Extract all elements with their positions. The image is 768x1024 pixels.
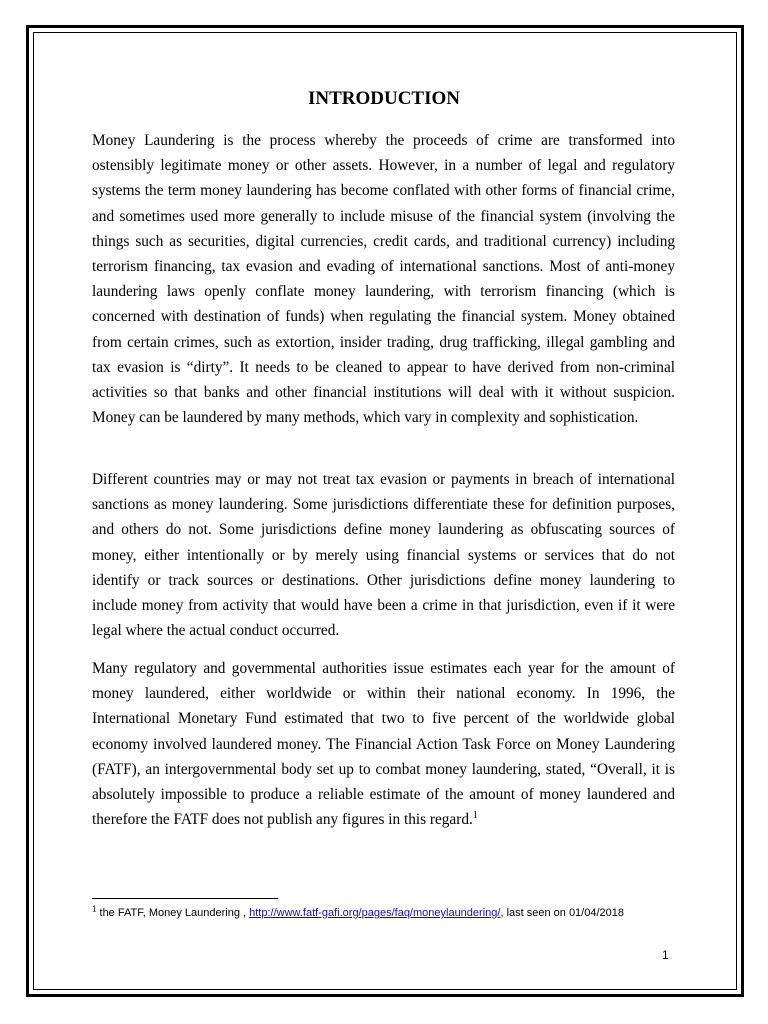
- footnote-separator: [92, 898, 278, 899]
- footnote-link[interactable]: http://www.fatf-gafi.org/pages/faq/moneylaundering/: [249, 907, 501, 919]
- footnote-reference[interactable]: 1: [472, 810, 478, 822]
- page-number: 1: [662, 948, 669, 962]
- paragraph-1: Money Laundering is the process whereby the proceeds of crime are transformed into ostensibly legitimate money or other assets. However, in a number of legal and regulatory systems the term money laundering has become conflated with other forms of financial crime, and sometimes used more generally to include misuse of the financial system (involving the things such as securities, digital currencies, credit cards, and traditional currency) including terrorism financing, tax evasion and evading of international sanctions. Most of anti-money laundering laws openly conflate money laundering, with terrorism financing (which is concerned with destination of funds) when regulating the financial system. Money obtained from certain crimes, such as extortion, insider trading, drug trafficking, illegal gambling and tax evasion is “dirty”. It needs to be cleaned to appear to have derived from non-criminal activities so that banks and other financial institutions will deal with it without suspicion. Money can be laundered by many methods, which vary in complexity and sophistication.: [92, 132, 675, 427]
- page-title: INTRODUCTION: [307, 88, 461, 109]
- footnote-text-after: , last seen on 01/04/2018: [500, 907, 624, 919]
- footnote: [92, 905, 652, 921]
- paragraph-2: Different countries may or may not treat tax evasion or payments in breach of international sanctions as money laundering. Some jurisdictions differentiate these for definition purposes, and others do not. Some jurisdictions define money laundering as obfuscating sources of money, either intentionally or by merely using financial systems or services that do not identify or track sources or destinations. Other jurisdictions define money laundering to include money from activity that would have been a crime in that jurisdiction, even if it were legal where the actual conduct occurred.: [92, 471, 675, 640]
- paragraph-3: [92, 656, 675, 832]
- footnote-number: 1: [92, 904, 97, 914]
- paragraph-3-text: Many regulatory and governmental authorities issue estimates each year for the amount of money laundered, either worldwide or within their national economy. In 1996, the International Monetary Fund estimated that two to five percent of the worldwide global economy involved laundered money. The Financial Action Task Force on Money Laundering (FATF), an intergovernmental body set up to combat money laundering, stated, “Overall, it is absolutely impossible to produce a reliable estimate of the amount of money laundered and therefore the FATF does not publish any figures in this regard.: [92, 660, 675, 829]
- footnote-text-before: the FATF, Money Laundering ,: [96, 907, 250, 919]
